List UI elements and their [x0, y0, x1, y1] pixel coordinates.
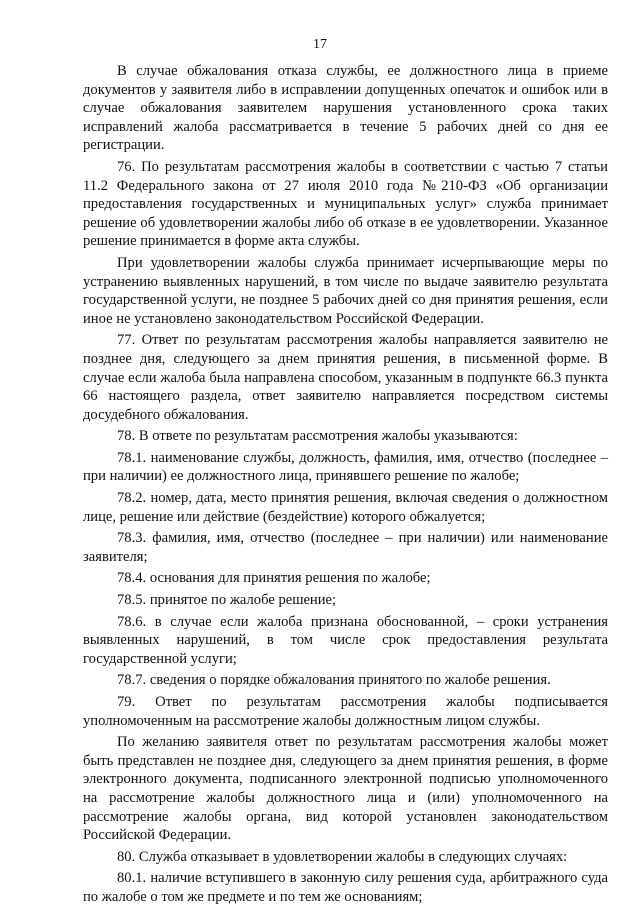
paragraph-78-7: 78.7. сведения о порядке обжалования принятого по жалобе решения.	[117, 672, 551, 689]
page-number: 17	[313, 37, 327, 52]
paragraph-78-3: 78.3. фамилия, имя, отчество (последнее – при наличии) или наименование заявителя;	[83, 530, 608, 565]
paragraph-78-5: 78.5. принятое по жалобе решение;	[117, 592, 337, 609]
paragraph-complaint-refusal: В случае обжалования отказа службы, ее должностного лица в приеме документов у заявителя либо в исправлении допущенных опечаток и ошибок или в случае обжалования заявителем нарушения установленного срока таких исправлений жалоба рассматривается в течение 5 рабочих дней со дня ее регистрации.	[83, 63, 608, 154]
paragraph-78-4: 78.4. основания для принятия решения по жалобе;	[117, 570, 431, 587]
paragraph-79: 79. Ответ по результатам рассмотрения жалобы подписывается уполномоченным на рассмотрение жалобы должностным лицом службы.	[83, 694, 608, 729]
paragraph-77: 77. Ответ по результатам рассмотрения жалобы направляется заявителю не позднее дня, следующего за днем принятия решения, в письменной форме. В случае если жалоба была направлена способом, указанным в подпункте 66.3 пункта 66 настоящего раздела, ответ заявителю направляется посредством системы досудебного обжалования.	[83, 332, 608, 423]
paragraph-electronic-response: По желанию заявителя ответ по результатам рассмотрения жалобы может быть представлен не позднее дня, следующего за днем принятия решения, в форме электронного документа, подписанного электронной подписью уполномоченного на рассмотрение жалобы должностного лица и (или) уполномоченного на рассмотрение жалобы органа, вид которой установлен законодательством Российской Федерации.	[83, 734, 608, 844]
paragraph-80-1: 80.1. наличие вступившего в законную силу решения суда, арбитражного суда по жалобе о том же предмете и по тем же основаниям;	[83, 870, 608, 905]
paragraph-76: 76. По результатам рассмотрения жалобы в соответствии с частью 7 статьи 11.2 Федерального закона от 27 июля 2010 года №210-ФЗ «Об организации предоставления государственных и муниципальных услуг» служба принимает решение об удовлетворении жалобы либо об отказе в ее удовлетворении. Указанное решение принимается в форме акта службы.	[83, 158, 608, 250]
paragraph-satisfaction-measures: При удовлетворении жалобы служба принимает исчерпывающие меры по устранению выявленных нарушений, в том числе по выдаче заявителю результата государственной услуги, не позднее 5 рабочих дней со дня принятия решения, если иное не установлено законодательством Российской Федерации.	[83, 254, 608, 327]
paragraph-78: 78. В ответе по результатам рассмотрения жалобы указываются:	[117, 428, 518, 445]
paragraph-80: 80. Служба отказывает в удовлетворении жалобы в следующих случаях:	[117, 848, 568, 865]
document-body	[83, 62, 608, 910]
paragraph-78-6: 78.6. в случае если жалоба признана обоснованной, – сроки устранения выявленных нарушений, в том числе срок предоставления результата государственной услуги;	[83, 613, 608, 667]
paragraph-78-1: 78.1. наименование службы, должность, фамилия, имя, отчество (последнее – при наличии) ее должностного лица, принявшего решение по жалобе;	[83, 449, 608, 485]
paragraph-78-2: 78.2. номер, дата, место принятия решения, включая сведения о должностном лице, решение или действие (бездействие) которого обжалуется;	[83, 490, 608, 525]
